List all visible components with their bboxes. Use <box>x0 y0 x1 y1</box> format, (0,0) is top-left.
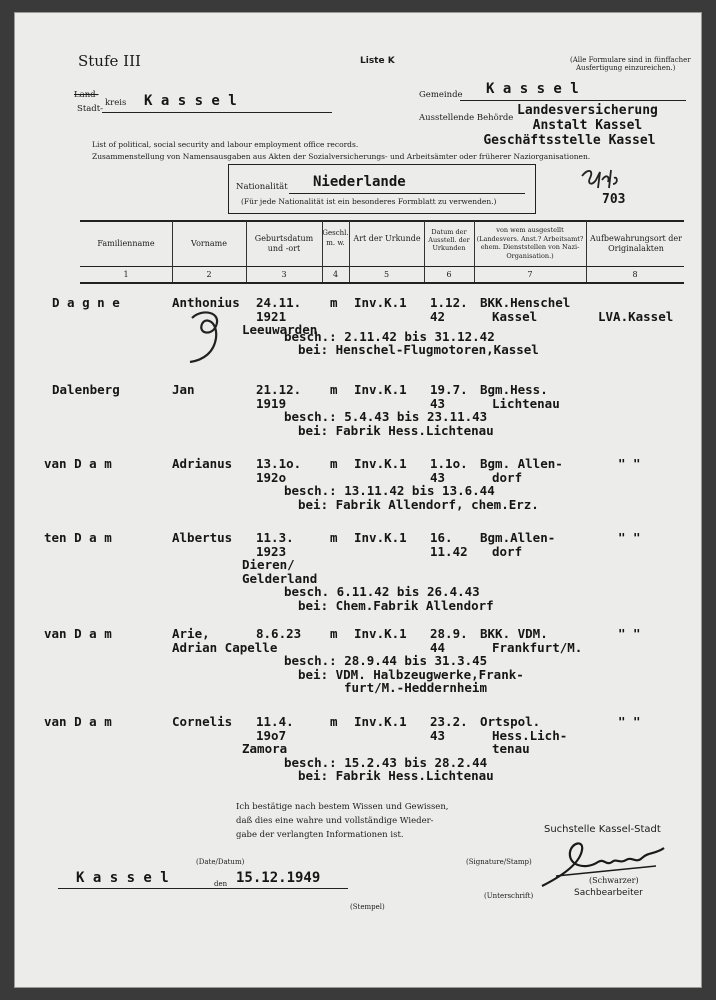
entry-bei-2: furt/M.-Heddernheim <box>344 680 487 695</box>
document-page <box>14 12 702 988</box>
entry-geburt: 8.6.23 <box>256 626 302 641</box>
entry-geschlecht: m <box>330 456 338 471</box>
entry-vorname: Anthonius <box>172 295 240 310</box>
entry-datum: 43 <box>430 395 446 411</box>
col-header-von: von wem ausgestellt (Landesvers. Anst.? Arbeitsamt? ehem. Dienststellen von Nazi-Organisation.) <box>476 226 584 260</box>
col-num-4: 4 <box>332 270 339 279</box>
entry-familienname: D a g n e <box>52 295 120 310</box>
unterschrift-label: (Unterschrift) <box>484 892 534 900</box>
entry-art: Inv.K.1 <box>354 456 407 471</box>
entry-bei: bei: Fabrik Allendorf, chem.Erz. <box>298 496 539 512</box>
entry-geschlecht: m <box>330 626 338 641</box>
entry-aufbewahrungsort: " " <box>618 714 641 729</box>
entry-aufbewahrungsort: " " <box>618 626 641 641</box>
stufe-label: Stufe III <box>78 52 141 70</box>
col-num-1: 1 <box>123 270 129 279</box>
entry-art: Inv.K.1 <box>354 382 407 397</box>
entry-familienname: ten D a m <box>44 530 112 545</box>
entry-datum: 43 <box>430 469 446 485</box>
col-num-2: 2 <box>206 270 212 279</box>
entry-familienname: Dalenberg <box>52 382 120 397</box>
entry-geschlecht: m <box>330 382 338 397</box>
entry-beschaeftigt: besch.: 2.11.42 bis 31.12.42 <box>284 328 495 344</box>
entry-geburt: 1923 <box>256 543 287 559</box>
submission-note: (Alle Formulare sind in fünffacher Ausfertigung einzureichen.) <box>570 56 691 72</box>
handwritten-mark <box>182 308 228 366</box>
entry-geburt: Leeuwarden <box>242 322 318 337</box>
entry-datum: 42 <box>430 308 446 324</box>
entry-von: Lichtenau <box>492 395 560 411</box>
col-header-familienname: Familienname <box>97 239 155 248</box>
handwritten-number: 703 <box>602 192 626 207</box>
entry-von: Kassel <box>492 308 538 324</box>
entry-geburt: 24.11. <box>256 295 302 310</box>
col-num-7: 7 <box>527 270 533 279</box>
date-value: 15.12.1949 <box>236 870 321 886</box>
stadt-label: Stadt- <box>77 104 104 114</box>
suchstelle-stamp: Suchstelle Kassel-Stadt <box>544 824 661 835</box>
den-label: den <box>214 880 228 888</box>
signer-role: Sachbearbeiter <box>574 888 643 898</box>
entry-beschaeftigt: besch. 6.11.42 bis 26.4.43 <box>284 584 480 599</box>
entry-geschlecht: m <box>330 714 338 729</box>
entry-familienname: van D a m <box>44 714 112 729</box>
confirmation-text: Ich bestätige nach bestem Wissen und Gewissen, daß dies eine wahre und vollständige Wieder- gabe der verlangten Informationen ist. <box>236 802 449 840</box>
liste-label: Liste K <box>360 56 395 66</box>
nationality-box <box>228 164 536 214</box>
gemeinde-label: Gemeinde <box>419 90 463 100</box>
land-label: Land- <box>74 90 99 100</box>
nationality-label: Nationalität <box>236 182 288 192</box>
entry-bei: bei: Chem.Fabrik Allendorf <box>298 597 494 613</box>
col-num-8: 8 <box>632 270 638 279</box>
behoerde-value: Landesversicherung Anstalt Kassel Geschäftsstelle Kassel <box>483 103 658 148</box>
nationality-value: Niederlande <box>313 174 406 190</box>
nationality-note: (Für jede Nationalität ist ein besonderes Formblatt zu verwenden.) <box>241 197 497 206</box>
col-num-3: 3 <box>281 270 287 279</box>
entry-beschaeftigt: besch.: 28.9.44 bis 31.3.45 <box>284 653 488 668</box>
entry-datum: 28.9. <box>430 626 468 641</box>
entry-von: BKK.Henschel <box>480 295 571 310</box>
entry-geburt: 13.1o. <box>256 456 302 471</box>
col-num-5: 5 <box>383 270 390 279</box>
entry-datum: 19.7. <box>430 382 468 397</box>
entry-datum: 23.2. <box>430 714 468 729</box>
entry-datum: 1.12. <box>430 295 468 310</box>
entry-von: Bgm.Hess. <box>480 382 548 397</box>
entry-von: BKK. VDM. <box>480 626 548 641</box>
entry-geburt: Gelderland <box>242 570 318 586</box>
entry-beschaeftigt: besch.: 15.2.43 bis 28.2.44 <box>284 754 488 770</box>
gemeinde-value: K a s s e l <box>486 81 579 97</box>
signer-name: (Schwarzer) <box>589 876 639 885</box>
entry-datum: 1.1o. <box>430 456 468 471</box>
date-label: (Date/Datum) <box>196 858 245 866</box>
entry-geburt: 21.12. <box>256 382 302 397</box>
entry-aufbewahrungsort: LVA.Kassel <box>598 308 674 324</box>
kreis-underline <box>102 112 332 113</box>
kreis-value: K a s s e l <box>144 93 237 109</box>
entry-art: Inv.K.1 <box>354 714 407 729</box>
entry-geburt: 1921 <box>256 308 287 324</box>
entry-geschlecht: m <box>330 295 338 310</box>
entry-geschlecht: m <box>330 530 338 545</box>
entry-von: Bgm. Allen- <box>480 456 563 471</box>
kreis-label: kreis <box>105 98 127 108</box>
entry-von: dorf <box>492 469 523 485</box>
entry-geburt: 1919 <box>256 395 287 411</box>
entry-geburt: 11.3. <box>256 530 294 545</box>
entry-vorname: Jan <box>172 382 195 397</box>
entry-geburt: 192o <box>256 469 287 485</box>
entry-von: Bgm.Allen- <box>480 530 556 545</box>
entry-bei: bei: Fabrik Hess.Lichtenau <box>298 422 494 438</box>
entry-von: Ortspol. <box>480 714 541 729</box>
entry-familienname: van D a m <box>44 626 112 641</box>
entry-geburt: Zamora <box>242 741 288 756</box>
entry-vorname-2: Adrian Capelle <box>172 639 278 655</box>
entry-geburt: Dieren/ <box>242 557 295 572</box>
entry-von: dorf <box>492 543 523 559</box>
entry-bei: bei: Fabrik Hess.Lichtenau <box>298 768 494 783</box>
entry-geburt: 11.4. <box>256 714 294 729</box>
entry-bei: bei: VDM. Halbzeugwerke,Frank- <box>298 666 524 682</box>
entry-aufbewahrungsort: " " <box>618 530 641 545</box>
entry-datum: 16. <box>430 530 453 545</box>
col-header-datum: Datum der Ausstell. der Urkunden <box>428 228 470 252</box>
gemeinde-underline <box>460 100 686 101</box>
entry-von: Frankfurt/M. <box>492 639 583 655</box>
entry-datum: 43 <box>430 727 446 743</box>
entry-art: Inv.K.1 <box>354 295 407 310</box>
entry-vorname: Arie, <box>172 626 210 641</box>
col-header-vorname: Vorname <box>191 239 227 248</box>
german-description: Zusammenstellung von Namensausgaben aus Akten der Sozialversicherungs- und Arbeitsämter oder früherer Naziorganisationen. <box>92 152 591 161</box>
entry-art: Inv.K.1 <box>354 626 407 641</box>
entry-vorname: Albertus <box>172 530 233 545</box>
entry-art: Inv.K.1 <box>354 530 407 545</box>
entry-aufbewahrungsort: " " <box>618 456 641 471</box>
english-description: List of political, social security and labour employment office records. <box>92 140 359 149</box>
place-value: K a s s e l <box>76 870 169 886</box>
col-header-ort: Aufbewahrungsort der Originalakten <box>590 234 682 253</box>
entry-familienname: van D a m <box>44 456 112 471</box>
behoerde-label: Ausstellende Behörde <box>419 113 514 123</box>
entry-vorname: Adrianus <box>172 456 233 471</box>
col-header-art: Art der Urkunde <box>353 234 421 243</box>
col-header-geburt: Geburtsdatum und -ort <box>254 234 314 253</box>
col-num-6: 6 <box>446 270 452 279</box>
col-header-geschl: Geschl. m. w. <box>322 229 349 247</box>
entry-beschaeftigt: besch.: 13.11.42 bis 13.6.44 <box>284 483 495 498</box>
stempel-label: (Stempel) <box>350 903 385 911</box>
entry-vorname: Cornelis <box>172 714 233 729</box>
entry-beschaeftigt: besch.: 5.4.43 bis 23.11.43 <box>284 409 488 424</box>
entry-datum: 44 <box>430 639 446 655</box>
signature-label: (Signature/Stamp) <box>466 858 532 866</box>
entry-datum: 11.42 <box>430 543 468 559</box>
entry-geburt: 19o7 <box>256 727 287 743</box>
entry-von: tenau <box>492 741 530 756</box>
entry-bei: bei: Henschel-Flugmotoren,Kassel <box>298 342 539 358</box>
entry-von: Hess.Lich- <box>492 727 568 743</box>
